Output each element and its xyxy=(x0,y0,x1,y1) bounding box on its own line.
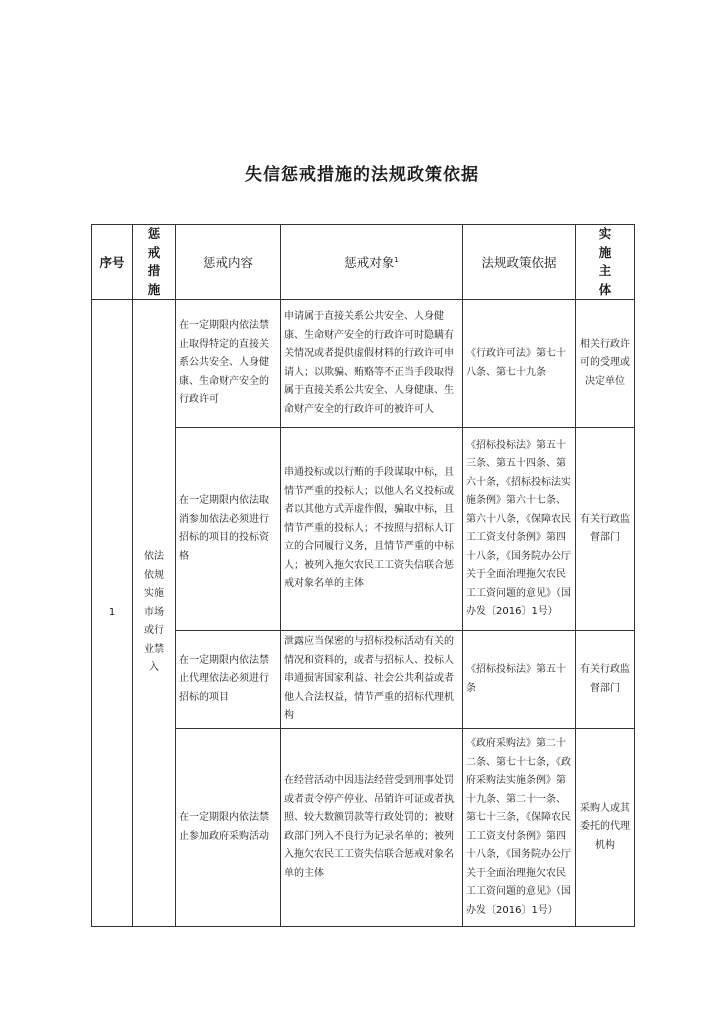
header-index: 序号 xyxy=(92,225,133,300)
header-measure: 惩戒措施 xyxy=(133,225,176,300)
header-content: 惩戒内容 xyxy=(176,225,281,300)
row-measure: 依法依规实施市场或行业禁入 xyxy=(133,300,176,927)
row-content: 在一定期限内依法取消参加依法必须进行招标的项目的投标资格 xyxy=(176,428,281,631)
header-basis: 法规政策依据 xyxy=(463,225,576,300)
row-subject: 相关行政许可的受理或决定单位 xyxy=(576,300,635,428)
row-target: 在经营活动中因违法经营受到刑事处罚或者责令停产停业、吊销许可证或者执照、较大数额罚款等行政处罚的；被财政部门列入不良行为记录名单的；被列入拖欠农民工工资失信联合惩戒对象名单的主体 xyxy=(281,729,463,927)
row-basis: 《行政许可法》第七十八条、第七十九条 xyxy=(463,300,576,428)
row-target: 泄露应当保密的与招标投标活动有关的情况和资料的，或者与招标人、投标人串通损害国家利益、社会公共利益或者他人合法权益，情节严重的招标代理机构 xyxy=(281,631,463,729)
row-target: 串通投标或以行贿的手段谋取中标，且情节严重的投标人；以他人名义投标或者以其他方式弄虚作假，骗取中标，且情节严重的投标人；不按照与招标人订立的合同履行义务，且情节严重的中标人；被列入拖欠农民工工资失信联合惩戒对象名单的主体 xyxy=(281,428,463,631)
row-subject: 有关行政监督部门 xyxy=(576,631,635,729)
row-basis: 《招标投标法》第五十三条、第五十四条、第六十条，《招标投标法实施条例》第六十七条、第六十八条，《保障农民工工资支付条例》第四十八条，《国务院办公厅关于全面治理拖欠农民工工资问题的意见》（国办发〔2016〕1号） xyxy=(463,428,576,631)
header-target: 惩戒对象$^1$ xyxy=(281,225,463,300)
row-index: 1 xyxy=(92,300,133,927)
row-target: 申请属于直接关系公共安全、人身健康、生命财产安全的行政许可时隐瞒有关情况或者提供虚假材料的行政许可申请人；以欺骗、贿赂等不正当手段取得属于直接关系公共安全、人身健康、生命财产安全的行政许可的被许可人 xyxy=(281,300,463,428)
page-title: 失信惩戒措施的法规政策依据 xyxy=(245,165,479,185)
header-subject: 实施主体 xyxy=(576,225,635,300)
row-basis: 《政府采购法》第二十二条、第七十七条，《政府采购法实施条例》第十九条、第二十一条、第七十三条，《保障农民工工资支付条例》第四十八条，《国务院办公厅关于全面治理拖欠农民工工资问题的意见》（国办发〔2016〕1号） xyxy=(463,729,576,927)
row-subject: 采购人或其委托的代理机构 xyxy=(576,729,635,927)
row-subject: 有关行政监督部门 xyxy=(576,428,635,631)
table-header-row xyxy=(92,225,635,300)
row-basis: 《招标投标法》第五十条 xyxy=(463,631,576,729)
row-content: 在一定期限内依法禁止代理依法必须进行招标的项目 xyxy=(176,631,281,729)
row-content: 在一定期限内依法禁止取得特定的直接关系公共安全、人身健康、生命财产安全的行政许可 xyxy=(176,300,281,428)
policy-table xyxy=(91,224,635,927)
row-content: 在一定期限内依法禁止参加政府采购活动 xyxy=(176,729,281,927)
table-row xyxy=(92,300,635,428)
